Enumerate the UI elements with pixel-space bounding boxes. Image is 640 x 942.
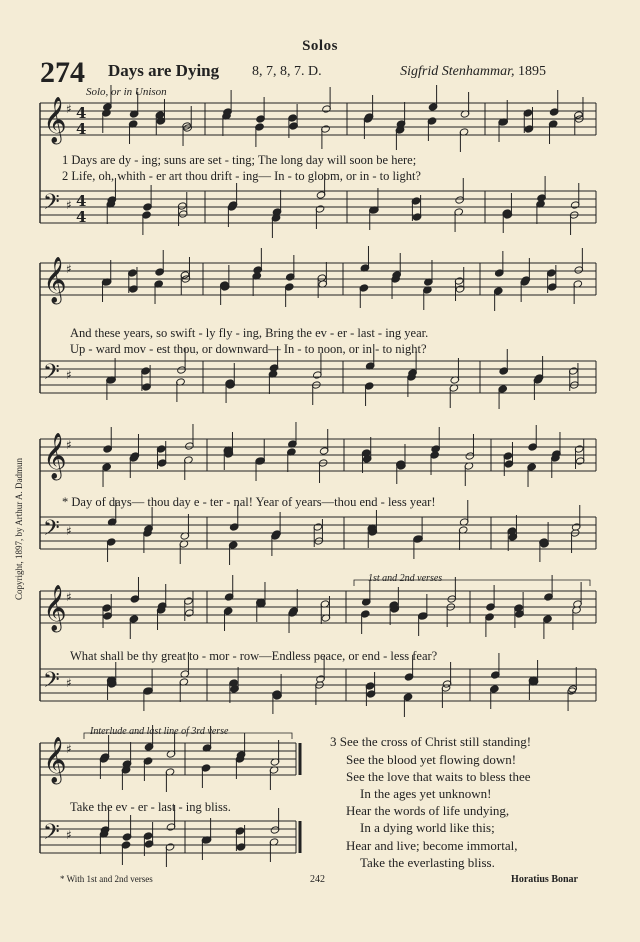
- bass-clef-icon: 𝄢: [43, 820, 60, 850]
- bracket-label-verses: 1st and 2nd verses: [368, 573, 443, 584]
- page-number: 242: [310, 874, 325, 885]
- bass-clef-icon: 𝄢: [43, 516, 60, 546]
- stanza3-line: See the love that waits to bless thee: [346, 769, 531, 784]
- lyric-s2-v1: And these years, so swift - ly fly - ing, Bring the ev - er - last - ing year.: [70, 326, 429, 340]
- composer-year: 1895: [518, 64, 546, 79]
- lyricist: Horatius Bonar: [511, 874, 578, 885]
- section-heading: Solos: [302, 38, 338, 54]
- sharp-key-icon: ♯: [66, 102, 72, 116]
- treble-clef-icon: 𝄞: [43, 433, 67, 479]
- sharp-key-icon: ♯: [66, 438, 72, 452]
- treble-clef-icon: 𝄞: [43, 737, 67, 783]
- sharp-key-icon: ♯: [66, 742, 72, 756]
- stanza3-line: In the ages yet unknown!: [360, 786, 492, 801]
- bass-clef-icon: 𝄢: [43, 668, 60, 698]
- lyric-s1-v1: 1 Days are dy - ing; suns are set - ting; The long day will soon be here;: [62, 153, 417, 167]
- sharp-key-icon: ♯: [66, 828, 72, 842]
- stanza3-line: See the blood yet flowing down!: [346, 752, 517, 767]
- lyric-s2-v2: Up - ward mov - est thou, or downward— In - to noon, or in - to night?: [70, 342, 427, 356]
- time-signature-top: 4: [76, 104, 87, 122]
- lyric-s5-v1: Take the ev - er - last - ing bliss.: [70, 800, 231, 814]
- bass-clef-icon: 𝄢: [43, 190, 60, 220]
- sharp-key-icon: ♯: [66, 198, 72, 212]
- stanza3-line: Hear the words of life undying,: [346, 803, 510, 818]
- hymn-title: Days are Dying: [108, 61, 220, 80]
- sharp-key-icon: ♯: [66, 368, 72, 382]
- performance-direction: Solo, or in Unison: [86, 86, 167, 98]
- sharp-key-icon: ♯: [66, 262, 72, 276]
- composer-name: Sigfrid Stenhammar,: [400, 64, 515, 79]
- stanza3-line: Take the everlasting bliss.: [360, 855, 495, 870]
- stanza3-line: 3 See the cross of Christ still standing!: [330, 734, 532, 749]
- copyright-notice: Copyright, 1897, by Arthur A. Dadmun: [14, 458, 24, 600]
- treble-clef-icon: 𝄞: [43, 585, 67, 631]
- stanza3-line: Hear and live; become immortal,: [346, 838, 518, 853]
- time-signature-top: 4: [76, 192, 87, 210]
- treble-clef-icon: 𝄞: [43, 257, 67, 303]
- sharp-key-icon: ♯: [66, 590, 72, 604]
- footnote: * With 1st and 2nd verses: [60, 874, 153, 884]
- stanza3-line: In a dying world like this;: [360, 820, 495, 835]
- hymn-meter: 8, 7, 8, 7. D.: [252, 64, 322, 79]
- treble-clef-icon: 𝄞: [43, 97, 67, 143]
- time-signature-bottom: 4: [76, 120, 87, 138]
- sharp-key-icon: ♯: [66, 524, 72, 538]
- lyric-s1-v2: 2 Life, oh, whith - er art thou drift - ing— In - to gloom, or in - to light?: [62, 169, 421, 183]
- bracket-label-interlude: Interlude and last line of 3rd verse: [90, 726, 229, 737]
- hymn-number: 274: [40, 56, 85, 89]
- bass-clef-icon: 𝄢: [43, 360, 60, 390]
- time-signature-bottom: 4: [76, 208, 87, 226]
- sharp-key-icon: ♯: [66, 676, 72, 690]
- lyric-s3-v1: * Day of days— thou day e - ter - nal! Year of years—thou end - less year!: [62, 495, 436, 509]
- lyric-s4-v1: What shall be thy great to - mor - row—Endless peace, or end - less fear?: [70, 649, 438, 663]
